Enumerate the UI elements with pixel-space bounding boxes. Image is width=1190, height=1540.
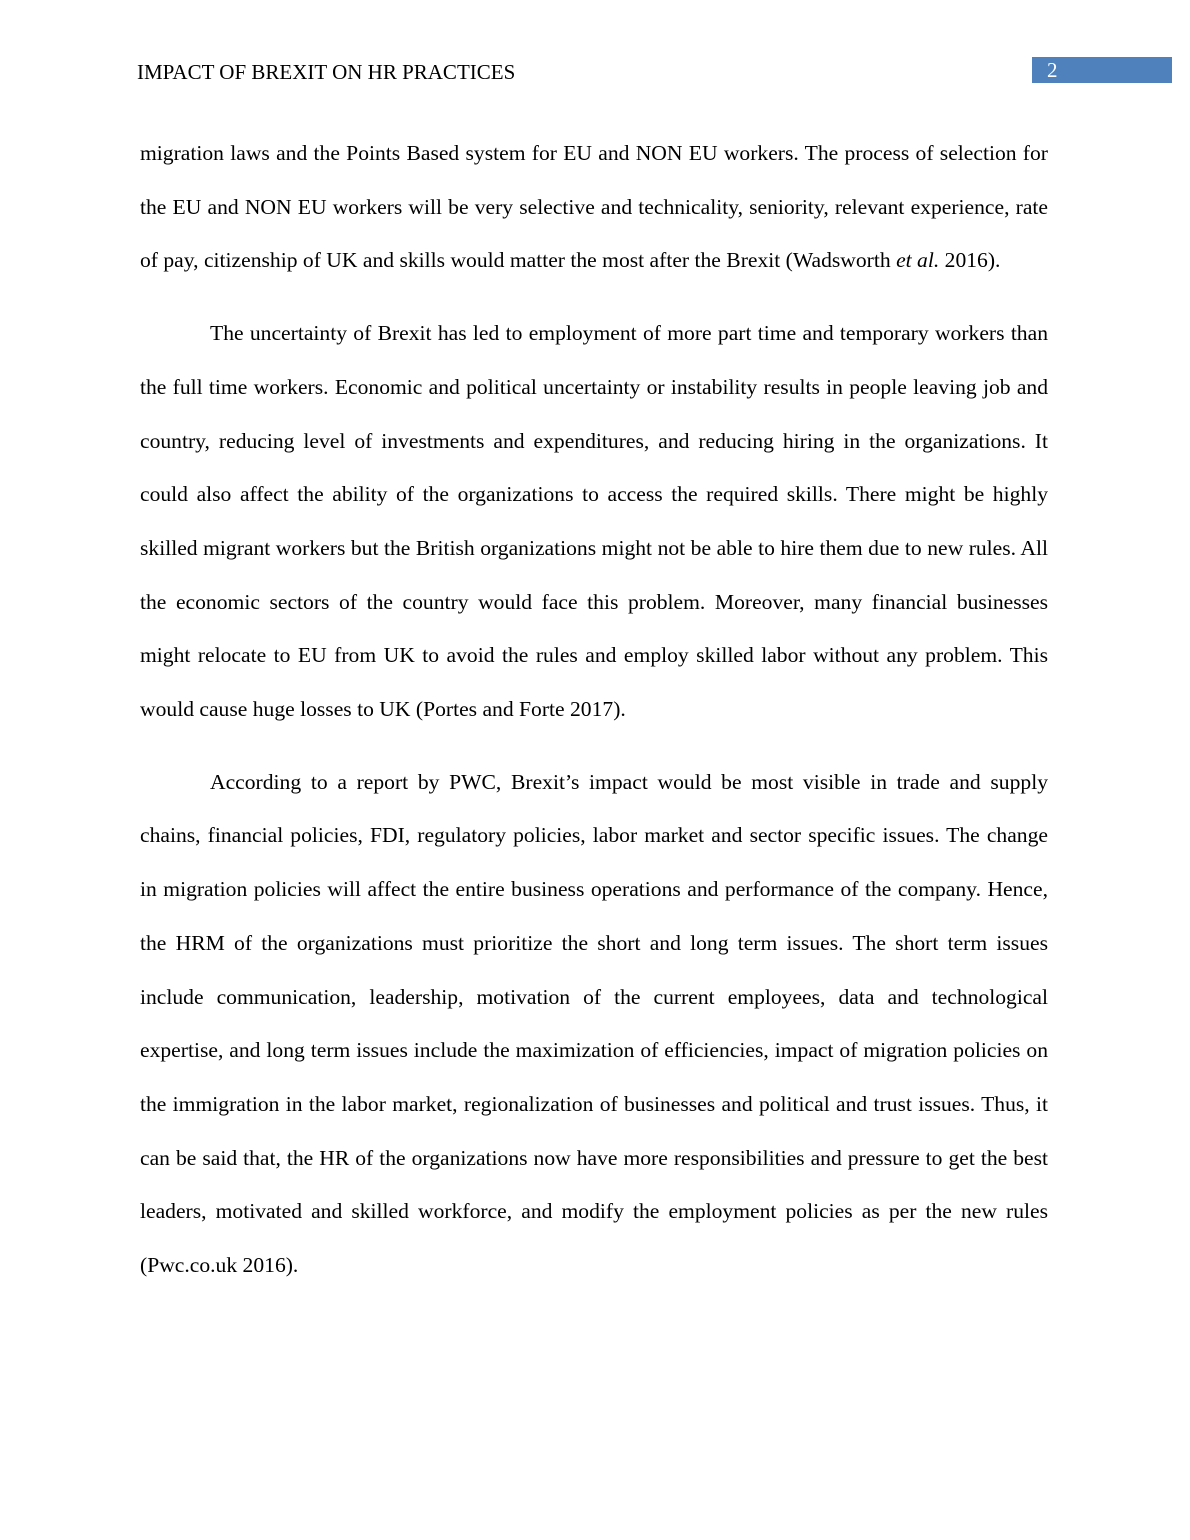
paragraph-2: The uncertainty of Brexit has led to employment of more part time and temporary workers than the full time workers. Economic and political uncertainty or instability results in people leaving job and country, reducing level of investments and expenditures, and reducing hiring in the organizations. It could also affect the ability of the organizations to access the required skills. There might be highly skilled migrant workers but the British organizations might not be able to hire them due to new rules. All the economic sectors of the country would face this problem. Moreover, many financial businesses might relocate to EU from UK to avoid the rules and employ skilled labor without any problem. This would cause huge losses to UK (Portes and Forte 2017).: [140, 321, 1048, 722]
document-body: [140, 127, 1048, 1293]
paragraph-1-text: migration laws and the Points Based system for EU and NON EU workers. The process of selection for the EU and NON EU workers will be very selective and technicality, seniority, relevant experience, rate of pay, citizenship of UK and skills would matter the most after the Brexit (Wadsworth: [140, 141, 1048, 273]
paragraph-1-citation-italic: et al.: [896, 248, 940, 273]
paragraph-1-citation-end: 2016).: [939, 248, 1001, 273]
paragraph-3: According to a report by PWC, Brexit’s impact would be most visible in trade and supply chains, financial policies, FDI, regulatory policies, labor market and sector specific issues. The change in migration policies will affect the entire business operations and performance of the company. Hence, the HRM of the organizations must prioritize the short and long term issues. The short term issues include communication, leadership, motivation of the current employees, data and technological expertise, and long term issues include the maximization of efficiencies, impact of migration policies on the immigration in the labor market, regionalization of businesses and political and trust issues. Thus, it can be said that, the HR of the organizations now have more responsibilities and pressure to get the best leaders, motivated and skilled workforce, and modify the employment policies as per the new rules (Pwc.co.uk 2016).: [140, 769, 1048, 1278]
page-number: 2: [1047, 58, 1058, 82]
paragraph-1: [140, 127, 1048, 288]
page-number-badge: [1032, 57, 1172, 83]
running-header-title: IMPACT OF BREXIT ON HR PRACTICES: [137, 60, 516, 84]
